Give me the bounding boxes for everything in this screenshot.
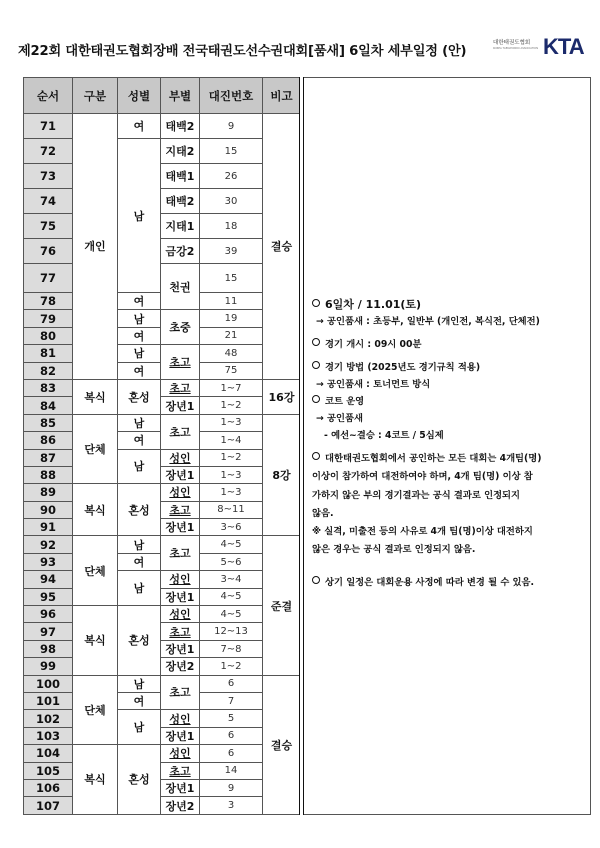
note-cell: 16강 [263,379,301,414]
col-header-note: 비고 [263,78,301,114]
note-court: 코트 운영 [312,393,588,410]
division-cell: 초고 [161,536,200,571]
order-cell: 98 [24,640,73,657]
order-cell: 89 [24,484,73,501]
table-row [24,397,301,414]
table-row [24,762,301,779]
table-row [24,658,301,675]
table-row [24,519,301,536]
order-cell: 95 [24,588,73,605]
bracket-cell: 1~7 [200,379,263,396]
note-rule-remark: ※ 실격, 미출전 등의 사유로 4개 팀(명)이상 대전하지 [312,526,533,538]
table-row [24,727,301,744]
division-cell: 장년1 [161,519,200,536]
table-row [24,189,301,214]
order-cell: 71 [24,114,73,139]
division-cell: 장년2 [161,797,200,814]
category-cell: 복식 [73,745,118,815]
category-cell: 단체 [73,675,118,745]
gender-cell: 혼성 [118,606,161,676]
division-cell: 금강2 [161,239,200,264]
category-cell: 복식 [73,606,118,676]
bracket-cell: 1~2 [200,397,263,414]
category-cell: 단체 [73,536,118,606]
table-row [24,501,301,518]
circle-bullet-icon [312,338,320,346]
bracket-cell: 3~6 [200,519,263,536]
bracket-cell: 9 [200,114,263,139]
table-row [24,745,301,762]
division-cell: 태백2 [161,189,200,214]
order-cell: 82 [24,362,73,379]
bracket-cell: 12~13 [200,623,263,640]
table-row [24,379,301,396]
bracket-cell: 8~11 [200,501,263,518]
division-cell: 초고 [161,345,200,380]
table-row [24,606,301,623]
category-cell: 복식 [73,484,118,536]
note-method: 경기 방법 (2025년도 경기규칙 적용) [312,359,588,376]
note-cell: 준결 [263,536,301,675]
table-row [24,588,301,605]
order-cell: 86 [24,432,73,449]
bracket-cell: 1~2 [200,658,263,675]
gender-cell: 혼성 [118,484,161,536]
table-row [24,710,301,727]
bracket-cell: 1~3 [200,414,263,431]
gender-cell: 남 [118,310,161,327]
division-cell: 장년1 [161,640,200,657]
circle-bullet-icon [312,361,320,369]
bracket-cell: 15 [200,139,263,164]
circle-bullet-icon [312,299,320,307]
bracket-cell: 48 [200,345,263,362]
bracket-cell: 14 [200,762,263,779]
notes-content [312,296,588,591]
circle-bullet-icon [312,576,320,584]
bracket-cell: 30 [200,189,263,214]
logo-mark: KTA [543,34,584,59]
bracket-cell: 75 [200,362,263,379]
order-cell: 77 [24,264,73,293]
division-cell: 장년1 [161,588,200,605]
col-header-bracket: 대진번호 [200,78,263,114]
order-cell: 90 [24,501,73,518]
bracket-cell: 5~6 [200,553,263,570]
order-cell: 101 [24,692,73,709]
division-cell: 장년1 [161,397,200,414]
order-cell: 104 [24,745,73,762]
division-cell: 장년2 [161,658,200,675]
circle-bullet-icon [312,395,320,403]
division-cell: 초고 [161,762,200,779]
division-cell: 장년1 [161,466,200,483]
division-cell: 초고 [161,675,200,710]
gender-cell: 여 [118,293,161,310]
division-cell: 성인 [161,571,200,588]
table-row [24,797,301,814]
order-cell: 84 [24,397,73,414]
bracket-cell: 19 [200,310,263,327]
order-cell: 94 [24,571,73,588]
gender-cell: 남 [118,675,161,692]
division-cell: 초중 [161,310,200,345]
bracket-cell: 15 [200,264,263,293]
division-cell: 성인 [161,710,200,727]
gender-cell: 여 [118,432,161,449]
division-cell: 천권 [161,264,200,310]
bracket-cell: 7 [200,692,263,709]
order-cell: 79 [24,310,73,327]
order-cell: 83 [24,379,73,396]
bracket-cell: 3 [200,797,263,814]
division-cell: 초고 [161,501,200,518]
gender-cell: 남 [118,139,161,293]
bracket-cell: 1~3 [200,466,263,483]
bracket-cell: 1~4 [200,432,263,449]
bracket-cell: 7~8 [200,640,263,657]
gender-cell: 혼성 [118,745,161,815]
logo-org-name: 대한태권도협회 KOREA TAEKWONDO ASSOCIATION [493,40,539,50]
note-day: 6일차 / 11.01(토) [312,296,588,313]
col-header-gender: 성별 [118,78,161,114]
order-cell: 103 [24,727,73,744]
category-cell: 단체 [73,414,118,484]
table-header-row [24,78,301,114]
division-cell: 지태1 [161,214,200,239]
bracket-cell: 6 [200,675,263,692]
order-cell: 97 [24,623,73,640]
gender-cell: 남 [118,449,161,484]
note-rule: 대한태권도협회에서 공인하는 모든 대회는 4개팀(명) 이상이 참가하여 대전하여야 하며, 4개 팀(명) 이상 참 가하지 않은 부의 경기결과는 공식 결과로 인정되지 않음. ※ 실격, 미출전 등의 사유로 4개 팀(명)이상 대전하지 않은 경우는 공식 결과로 인정되지 않음. [312,450,588,560]
order-cell: 85 [24,414,73,431]
table-row [24,571,301,588]
circle-bullet-icon [312,452,320,460]
table-row [24,779,301,796]
division-cell: 초고 [161,379,200,396]
order-cell: 73 [24,164,73,189]
bracket-cell: 4~5 [200,606,263,623]
note-cell: 결승 [263,114,301,380]
division-cell: 태백2 [161,114,200,139]
table-row [24,114,301,139]
bracket-cell: 6 [200,745,263,762]
order-cell: 81 [24,345,73,362]
order-cell: 78 [24,293,73,310]
category-cell: 개인 [73,114,118,380]
order-cell: 107 [24,797,73,814]
gender-cell: 남 [118,536,161,553]
bracket-cell: 11 [200,293,263,310]
table-row [24,139,301,164]
bracket-cell: 1~2 [200,449,263,466]
division-cell: 성인 [161,484,200,501]
order-cell: 106 [24,779,73,796]
bracket-cell: 6 [200,727,263,744]
order-cell: 76 [24,239,73,264]
order-cell: 72 [24,139,73,164]
bracket-cell: 4~5 [200,536,263,553]
note-start: 경기 개시 : 09시 00분 [312,336,588,353]
order-cell: 88 [24,466,73,483]
bracket-cell: 18 [200,214,263,239]
division-cell: 지태2 [161,139,200,164]
gender-cell: 여 [118,362,161,379]
division-cell: 성인 [161,449,200,466]
note-cell: 8강 [263,414,301,536]
table-row [24,623,301,640]
note-method-event: → 공인품새 : 토너먼트 방식 [316,379,431,390]
gender-cell: 남 [118,571,161,606]
bracket-cell: 21 [200,327,263,344]
division-cell: 장년1 [161,779,200,796]
gender-cell: 남 [118,345,161,362]
gender-cell: 여 [118,692,161,709]
bracket-cell: 1~3 [200,484,263,501]
bracket-cell: 5 [200,710,263,727]
order-cell: 92 [24,536,73,553]
gender-cell: 남 [118,710,161,745]
order-cell: 102 [24,710,73,727]
table-row [24,675,301,692]
col-header-category: 구분 [73,78,118,114]
order-cell: 80 [24,327,73,344]
table-row [24,536,301,553]
division-cell: 장년1 [161,727,200,744]
note-change: 상기 일정은 대회운용 사정에 따라 변경 될 수 있음. [312,574,588,591]
order-cell: 91 [24,519,73,536]
gender-cell: 여 [118,553,161,570]
order-cell: 74 [24,189,73,214]
table-row [24,164,301,189]
table-row [24,214,301,239]
division-cell: 초고 [161,414,200,449]
order-cell: 87 [24,449,73,466]
note-court-detail: - 예선~결승 : 4코트 / 5심제 [324,430,444,441]
note-court-event: → 공인품새 [316,413,363,424]
bracket-cell: 26 [200,164,263,189]
gender-cell: 남 [118,414,161,431]
schedule-table [23,77,301,815]
col-header-order: 순서 [24,78,73,114]
order-cell: 100 [24,675,73,692]
order-cell: 75 [24,214,73,239]
page-title: 제22회 대한태권도협회장배 전국태권도선수권대회[품새] 6일차 세부일정 (안) [18,44,467,59]
gender-cell: 여 [118,114,161,139]
bracket-cell: 39 [200,239,263,264]
table-row [24,264,301,293]
order-cell: 96 [24,606,73,623]
division-cell: 성인 [161,745,200,762]
table-row [24,310,301,327]
order-cell: 93 [24,553,73,570]
table-row [24,466,301,483]
table-row [24,484,301,501]
order-cell: 99 [24,658,73,675]
division-cell: 성인 [161,606,200,623]
table-row [24,449,301,466]
bracket-cell: 9 [200,779,263,796]
bracket-cell: 3~4 [200,571,263,588]
col-header-division: 부별 [161,78,200,114]
order-cell: 105 [24,762,73,779]
kta-logo [493,36,589,60]
gender-cell: 혼성 [118,379,161,414]
table-row [24,640,301,657]
category-cell: 복식 [73,379,118,414]
bracket-cell: 4~5 [200,588,263,605]
table-row [24,414,301,431]
table-row [24,345,301,362]
note-cell: 결승 [263,675,301,814]
table-row [24,239,301,264]
gender-cell: 여 [118,327,161,344]
division-cell: 초고 [161,623,200,640]
note-day-event: → 공인품새 : 초등부, 일반부 (개인전, 복식전, 단체전) [316,316,540,327]
division-cell: 태백1 [161,164,200,189]
